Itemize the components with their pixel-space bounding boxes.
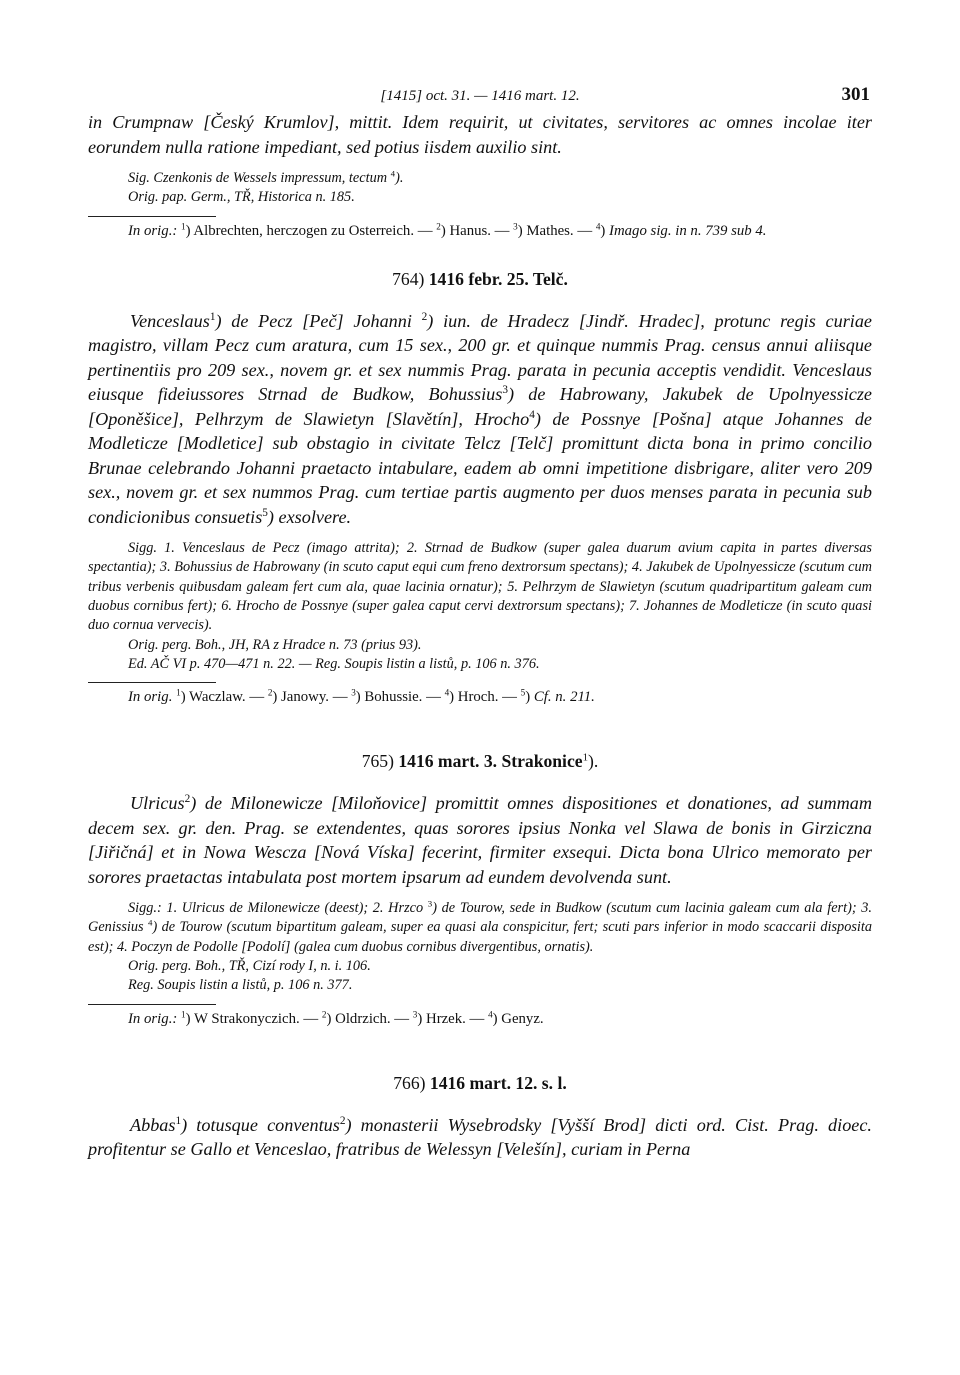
entry-764-seals: Sigg. 1. Venceslaus de Pecz (imago attrita); 2. Strnad de Budkow (super galea duarum avium capita in partes diversas spectantia); 3. Bohussius de Habrowany (in scuto caput equi cum freno dextrorsum spectans); 4. Jakubek de Upolnyessicze (scutum cum tribus verbenis quibusdam galeam fert cum ala, quae lacinia ornatur); 5. Pelhrzym de Slawietyn (scutum quadripartitum galeam cum duobus cornibus fert); 6. Hrocho de Possnye (super galea caput cervi dextrorsum spectans); 7. Johannes de Modleticze (in scuto quasi duo cornua vervecis). [88,540,872,634]
intro-seal: Sig. Czenkonis de Wessels impressum, tectum $^4$). [128,168,404,186]
entry-date: 1416 febr. 25. Telč. [428,268,568,289]
entry-765-regest: Reg. Soupis listin a listů, p. 106 n. 377. [128,977,353,994]
entry-765-heading: 765) 1416 mart. 3. Strakonice$^1$). [361,751,599,772]
entry-number: 765) [361,751,394,772]
entry-765-footnote: In orig.: $^1$) W Strakonyczich. — $^2$) Oldrzich. — $^3$) Hrzek. — $^4$) Genyz. [128,1009,544,1027]
entry-765-orig: Orig. perg. Boh., TŘ, Cizí rody I, n. i. 106. [128,958,371,975]
entry-764-footnote: In orig. $^1$) Waczlaw. — $^2$) Janowy. — $^3$) Bohussie. — $^4$) Hroch. — $^5$) Cf. n. 211. [128,687,595,706]
entry-764-edition: Ed. AČ VI p. 470—471 n. 22. — Reg. Soupis listin a listů, p. 106 n. 376. [128,655,540,672]
running-head [88,84,872,110]
footnote-rule [88,216,216,217]
entry-765-seals: Sigg.: 1. Ulricus de Milonewicze (deest); 2. Hrzco $^3$) de Tourow, sede in Budkow (scutum cum lacinia galeam cum ala fert); 3. Genissius $^4$) de Tourow (scutum bipartitum galeam, super ea quasi ala conspicitur, fert; scuti pars inferior in modo scaccarii disposita est); 4. Poczyn de Podolle [Podolí] (galea cum duobus cornibus divergentibus, ornatis). [88,898,872,955]
entry-766-text: Abbas$^1$) totusque conventus$^2$) monasterii Wysebrodsky [Vyšší Brod] dicti ord. Cist. Prag. dioec. profitentur se Gallo et Venceslao, fratribus de Welessyn [Velešín], curiam in Perna [88,1114,872,1160]
intro-text: in Crumpnaw [Český Krumlov], mittit. Idem requirit, ut civitates, servitores ac omnes incolae iter eorundem nulla ratione impediant, sed potius iisdem auxilio sint. [88,112,872,157]
entry-764-heading [88,267,872,291]
document-page [88,84,872,1162]
intro-orig: Orig. pap. Germ., TŘ, Historica n. 185. [128,189,355,206]
running-head-dates: [1415] oct. 31. — 1416 mart. 12. [380,88,580,104]
entry-764-orig: Orig. perg. Boh., JH, RA z Hradce n. 73 (prius 93). [128,636,422,653]
entry-number: 764) [392,268,425,289]
entry-number: 766) [393,1072,426,1093]
entry-date: 1416 mart. 3. Strakonice [398,751,583,772]
page-number: 301 [841,84,870,105]
entry-date: 1416 mart. 12. s. l. [429,1072,567,1093]
entry-764-text: Venceslaus$^1$) de Pecz [Peč] Johanni $^2$) iun. de Hradecz [Jindř. Hradec], protunc regis curiae magistro, villam Pecz cum aratura, cum 15 sex., 200 gr. et quinque nummis Prag. census annui aliisque pertinentiis pro 209 sex., novem gr. et sex nummis Prag. parata in pecunia acceptis vendidit. Venceslaus eiusque fideiussores Strnad de Budkow, Bohussius$^3$) de Habrowany, Jakubek de Upolnyessicze [Oponěšice], Pelhrzym de Slawietyn [Slavětín], Hrocho$^4$) de Possnye [Pošna] atque Johannes de Modleticze [Modletice] sub obstagio in civitate Telcz [Telč] promittunt dicta bona in primo concilio Brunae celebrando Johanni praetacto intabulare, eadem ab omni impetitione disbrigare, aliter vero 209 sex., novem gr. et sex nummos Prag. cum tertiae partis augmento per duos menses parata in pecunia sub condicionibus consuetis$^5$) exsolvere. [88,310,872,527]
footnote-rule [88,682,216,683]
footnote-rule [88,1004,216,1005]
entry-765-text: Ulricus$^2$) de Milonewicze [Miloňovice] promittit omnes dispositiones et donationes, ad summam decem sex. gr. den. Prag. se extendentes, quas sorores ipsius Nonka vel Slawa de bonis in Girziczna [Jiřičná] et in Nowa Wescza [Nová Víska] fecerint, firmiter exsequi. Dicta bona Ulrico memorato per sorores praetactas intabulata post mortem ipsarum ad eundem devolvenda sunt. [88,793,872,887]
intro-footnote: In orig.: $^1$) Albrechten, herczogen zu Osterreich. — $^2$) Hanus. — $^3$) Mathes. — $^4$) Imago sig. in n. 739 sub 4. [128,221,767,239]
entry-766-heading [88,1071,872,1095]
